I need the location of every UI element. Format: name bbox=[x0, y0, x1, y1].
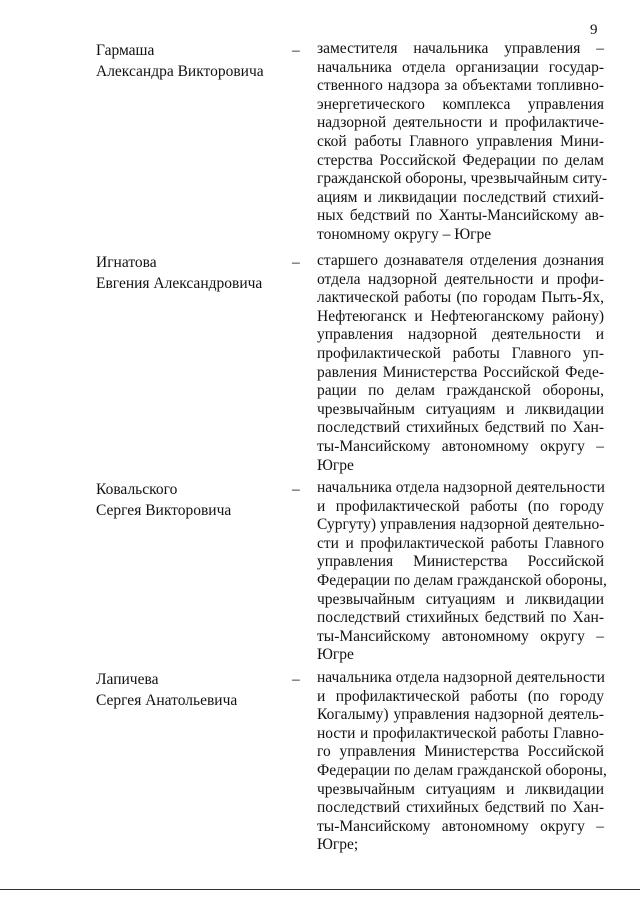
position-description bbox=[317, 40, 608, 245]
description-line: заместителя начальника управления – bbox=[317, 40, 604, 57]
description-line: последствий стихийных бедствий по Хан- bbox=[317, 799, 604, 817]
description-line: Югре bbox=[317, 456, 354, 474]
description-line: Федерации по делам гражданской обороны, bbox=[317, 571, 607, 589]
description-line: чрезвычайным ситуациям и ликвидации bbox=[317, 780, 604, 798]
description-line: управления надзорной деятельности и bbox=[317, 326, 604, 344]
description-line: профилактической работы Главного уп- bbox=[317, 344, 604, 362]
description-line: гражданской обороны, чрезвычайным ситу- bbox=[317, 170, 608, 188]
description-line: равления Министерства Российской Феде- bbox=[317, 363, 604, 381]
description-line: Нефтеюганск и Нефтеюганскому району) bbox=[317, 307, 604, 325]
description-line: ациям и ликвидации последствий стихий- bbox=[317, 188, 604, 206]
description-line: последствий стихийных бедствий по Хан- bbox=[317, 609, 604, 627]
description-line: стерства Российской Федерации по делам bbox=[317, 151, 604, 169]
description-line: Федерации по делам гражданской обороны, bbox=[317, 761, 607, 779]
description-line: рации по делам гражданской обороны, bbox=[317, 382, 604, 400]
person-given-names: Евгения Александровича bbox=[96, 275, 263, 292]
description-line: ты-Мансийскому автономному округу – bbox=[317, 817, 604, 835]
position-description bbox=[317, 669, 607, 855]
description-line: лактической работы (по городам Пыть-Ях, bbox=[317, 289, 604, 307]
separator-dash: – bbox=[292, 671, 300, 688]
description-line: начальника отдела надзорной деятельности bbox=[317, 479, 605, 496]
description-line: отдела надзорной деятельности и профи- bbox=[317, 270, 604, 288]
footer-divider bbox=[0, 889, 640, 890]
description-line: го управления Министерства Российской bbox=[317, 743, 604, 761]
description-line: и профилактической работы (по городу bbox=[317, 497, 604, 515]
description-line: начальника отдела организации государ- bbox=[317, 58, 604, 76]
person-given-names: Сергея Анатольевича bbox=[96, 692, 238, 709]
person-given-names: Сергея Викторовича bbox=[96, 502, 232, 519]
separator-dash: – bbox=[292, 481, 300, 498]
description-line: ты-Мансийскому автономному округу – bbox=[317, 437, 604, 455]
description-line: и профилактической работы (по городу bbox=[317, 687, 604, 705]
person-surname: Лапичева bbox=[96, 671, 159, 688]
separator-dash: – bbox=[292, 42, 300, 59]
description-line: ных бедствий по Ханты-Мансийскому ав- bbox=[317, 207, 604, 225]
position-description bbox=[317, 479, 607, 665]
description-line: Когалыму) управления надзорной деятель- bbox=[317, 706, 604, 724]
page-number: 9 bbox=[590, 22, 598, 38]
description-line: ты-Мансийскому автономному округу – bbox=[317, 627, 604, 645]
description-line: надзорной деятельности и профилактиче- bbox=[317, 114, 604, 132]
description-line: Югре; bbox=[317, 836, 359, 854]
description-line: ской работы Главного управления Мини- bbox=[317, 132, 604, 150]
description-line: тономному округу – Югре bbox=[317, 225, 492, 243]
description-line: сти и профилактической работы Главного bbox=[317, 534, 604, 552]
description-line: энергетического комплекса управления bbox=[317, 95, 604, 113]
description-line: Югре bbox=[317, 646, 354, 664]
person-name bbox=[96, 669, 286, 711]
description-line: старшего дознавателя отделения дознания bbox=[317, 252, 604, 269]
description-line: начальника отдела надзорной деятельности bbox=[317, 669, 605, 686]
position-description bbox=[317, 252, 604, 475]
description-line: чрезвычайным ситуациям и ликвидации bbox=[317, 400, 604, 418]
description-line: управления Министерства Российской bbox=[317, 553, 604, 571]
person-surname: Игнатова bbox=[96, 254, 157, 271]
description-line: ственного надзора за объектами топливно- bbox=[317, 77, 604, 95]
description-line: Сургуту) управления надзорной деятельно- bbox=[317, 516, 605, 534]
person-name bbox=[96, 252, 286, 294]
person-surname: Гармаша bbox=[96, 42, 155, 59]
description-line: ности и профилактической работы Главно- bbox=[317, 724, 604, 742]
description-line: чрезвычайным ситуациям и ликвидации bbox=[317, 590, 604, 608]
person-surname: Ковальского bbox=[96, 481, 178, 498]
separator-dash: – bbox=[292, 254, 300, 271]
person-name bbox=[96, 479, 286, 521]
description-line: последствий стихийных бедствий по Хан- bbox=[317, 419, 604, 437]
person-name bbox=[96, 40, 286, 82]
person-given-names: Александра Викторовича bbox=[96, 63, 264, 80]
